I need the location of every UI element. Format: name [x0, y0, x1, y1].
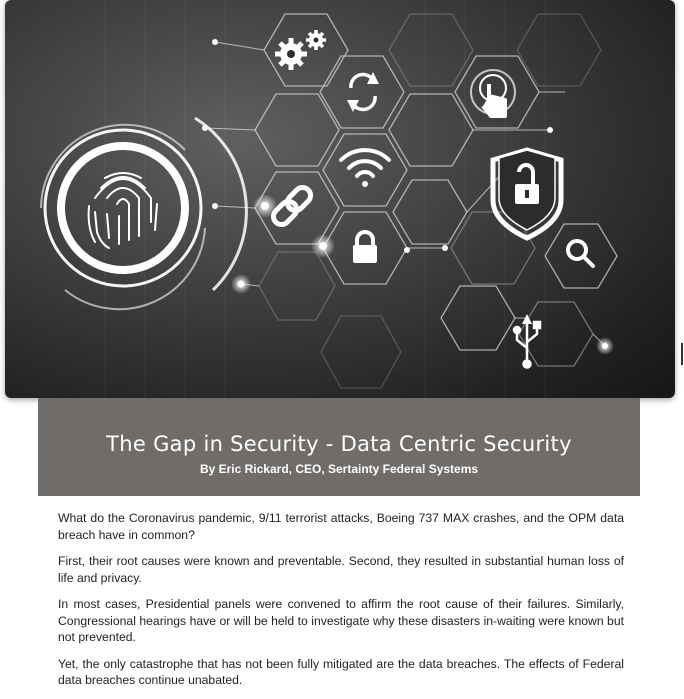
refresh-icon — [347, 72, 379, 112]
title-banner — [38, 398, 640, 496]
security-illustration — [5, 0, 675, 398]
wifi-icon — [341, 150, 389, 187]
page-title: The Gap in Security - Data Centric Security — [106, 432, 572, 456]
lock-icon — [353, 232, 377, 263]
gears-icon — [275, 30, 326, 70]
paragraph: Yet, the only catastrophe that has not been fully mitigated are the data breaches. The effects of Federal data breaches continue unabated. — [58, 656, 624, 687]
usb-icon — [514, 314, 540, 368]
author-byline: By Eric Rickard, CEO, Sertainty Federal Systems — [199, 462, 479, 476]
search-icon — [568, 241, 593, 266]
paragraph: In most cases, Presidential panels were convened to affirm the root cause of their failures. Similarly, Congressional hearings have or will be held to investigate why these disasters in-waiting were known but not prevented. — [58, 597, 624, 644]
touch-icon — [471, 70, 515, 116]
paragraph: What do the Coronavirus pandemic, 9/11 terrorist attacks, Boeing 737 MAX crashes, and the OPM data breach have in common? — [58, 511, 624, 542]
shield-unlock-icon — [493, 150, 561, 238]
text-cursor — [681, 343, 683, 365]
hero-image — [5, 0, 675, 398]
paragraph: First, their root causes were known and preventable. Second, they resulted in substantial human loss of life and privacy. — [58, 554, 624, 585]
article-body — [58, 510, 624, 699]
fingerprint-icon — [41, 118, 246, 309]
